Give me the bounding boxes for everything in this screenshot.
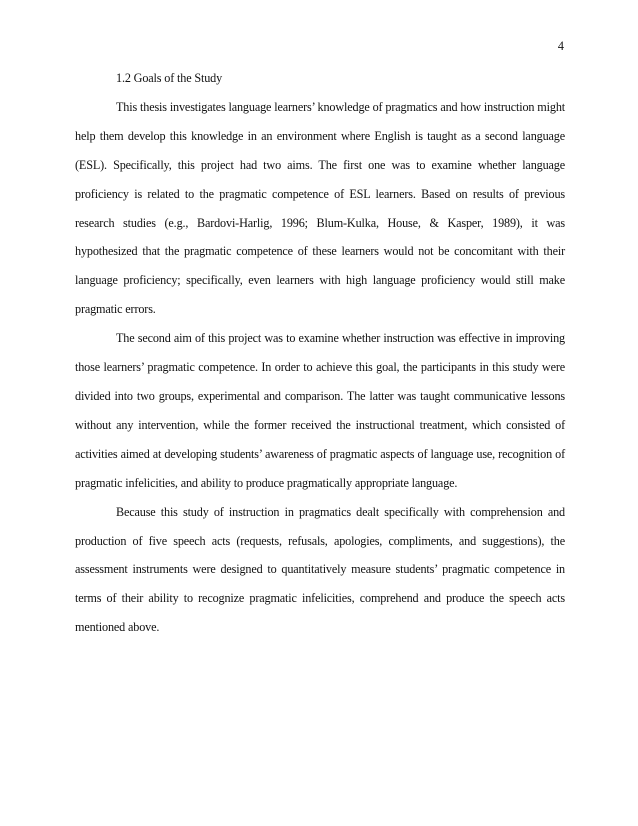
paragraph-goals-intro: This thesis investigates language learners’ knowledge of pragmatics and how instruction might help them develop this knowledge in an environment where English is taught as a second language (ESL). Specifically, this project had two aims. The first one was to examine whether language proficiency is related to the pragmatic competence of ESL learners. Based on results of previous research studies (e.g., Bardovi-Harlig, 1996; Blum-Kulka, House, & Kasper, 1989), it was hypothesized that the pragmatic competence of these learners would not be concomitant with their language proficiency; specifically, even learners with high language proficiency would still make pragmatic errors. [75,99,565,317]
page-number: 4 [557,39,564,53]
paragraph-second-aim: The second aim of this project was to examine whether instruction was effective in improving those learners’ pragmatic competence. In order to achieve this goal, the participants in this study were divided into two groups, experimental and comparison. The latter was taught communicative lessons without any intervention, while the former received the instructional treatment, which consisted of activities aimed at developing students’ awareness of pragmatic aspects of language use, recognition of pragmatic infelicities, and ability to produce pragmatically appropriate language. [75,331,565,490]
body-text [75,64,565,642]
section-heading: 1.2 Goals of the Study [116,71,223,85]
paragraph-assessment: Because this study of instruction in pragmatics dealt specifically with comprehension and production of five speech acts (requests, refusals, apologies, compliments, and suggestions), the assessment instruments were designed to quantitatively measure students’ pragmatic competence in terms of their ability to recognize pragmatic infelicities, comprehend and produce the speech acts mentioned above. [75,504,565,635]
